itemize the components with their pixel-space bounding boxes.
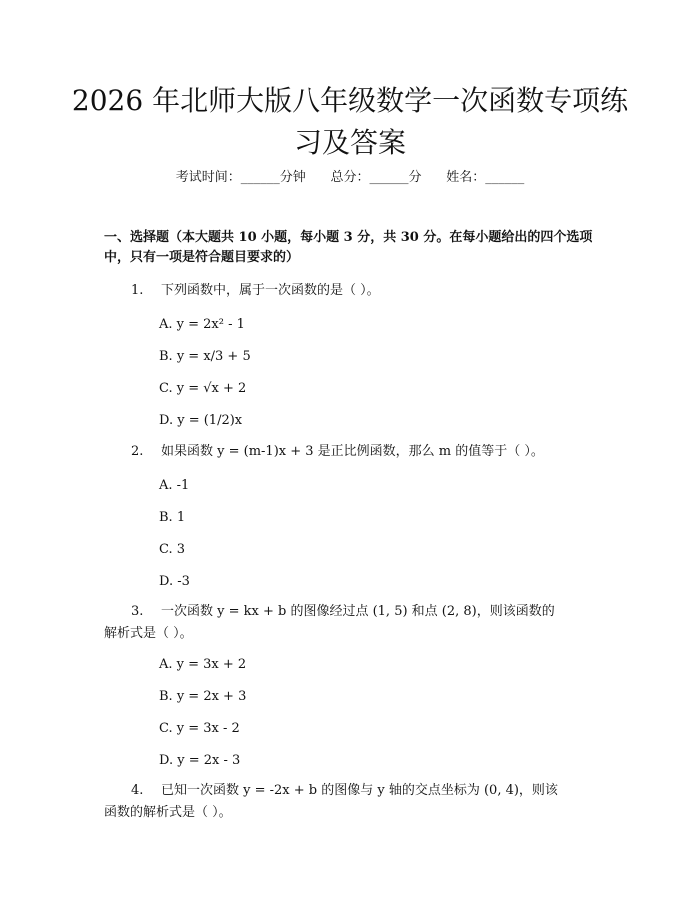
question-number: 3. [131, 604, 144, 619]
question-text: 如果函数 y = (m-1)x + 3 是正比例函数，那么 m 的值等于（ ）。 [161, 444, 544, 459]
option-c: C. y = √x + 2 [159, 381, 247, 396]
option-a: A. y = 3x + 2 [159, 657, 247, 672]
option-b: B. 1 [159, 510, 186, 525]
question-text-line-1: 一次函数 y = kx + b 的图像经过点 (1, 5) 和点 (2, 8)，则该函数的 [161, 604, 555, 619]
question-4 [131, 780, 601, 802]
option-c: C. y = 3x - 2 [159, 721, 240, 736]
question-number: 4. [131, 783, 144, 798]
question-number: 2. [131, 444, 144, 459]
question-4-continuation: 函数的解析式是（ ）。 [104, 805, 232, 820]
option-d: D. y = (1/2)x [159, 413, 243, 428]
question-2 [131, 441, 544, 463]
document-title: 2026 年北师大版八年级数学一次函数专项练习及答案 [71, 84, 629, 159]
option-b: B. y = 2x + 3 [159, 689, 247, 704]
section-header: 一、选择题（本大题共 10 小题，每小题 3 分，共 30 分。在每小题给出的四个选项中，只有一项是符合题目要求的） [104, 230, 593, 265]
question-3 [131, 601, 601, 623]
option-d: D. y = 2x - 3 [159, 753, 241, 768]
question-text: 下列函数中，属于一次函数的是（ ）。 [161, 283, 380, 298]
question-number: 1. [131, 283, 144, 298]
option-c: C. 3 [159, 542, 186, 557]
question-3-continuation: 解析式是（ ）。 [104, 626, 193, 641]
option-a: A. -1 [159, 478, 190, 493]
question-text-line-1: 已知一次函数 y = -2x + b 的图像与 y 轴的交点坐标为 (0, 4)，则该 [161, 783, 558, 798]
question-1 [131, 280, 380, 302]
option-b: B. y = x/3 + 5 [159, 349, 251, 364]
exam-info-line: 考试时间：______分钟 总分：______分 姓名：______ [175, 170, 525, 185]
option-a: A. y = 2x² - 1 [159, 317, 245, 332]
option-d: D. -3 [159, 574, 190, 589]
